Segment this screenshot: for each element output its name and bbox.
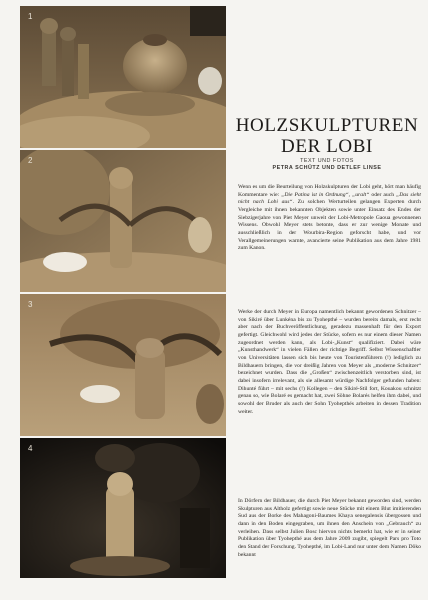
photo-2-image — [20, 150, 226, 292]
paragraph-1 — [238, 184, 421, 253]
paragraph-2: Werke der durch Meyer in Europa namentlich bekannt gewordenen Schnitzer – von Sikiré über Lunkéna bis zu Tyohepthé – wurden bereits damals, erst recht aber nach der Buchveröffentlichung, geradezu massenhaft für den Export gefertigt. Gleichwohl wird jedes der Stücke, sofern es nur einem dieser Namen zugeordnet werden kann, als Lobi-„Kunst“ qualifiziert. Dabei wäre „Kunsthandwerk“ in vielen Fällen der richtige Begriff. Selbst Wissenschaftler von Universitäten lassen sich bis heute von Touristenführern (!) lediglich zu Bildhauern bringen, die vor dreißig Jahren von Meyer als „moderne Schnitzer“ bezeichnet wurden. Dass die „Großen“ zwischenzeitlich verstorben sind, ist dabei insofern irrelevant, als sie allesamt würdige Nachfolger gefunden haben: Dihunté führt – mit sechs (!) Kollegen – den Sikiré-Stil fort, Kouakou schnitzt genau so, wie Bolaré es gemacht hat, zwei Söhne Bolarés helfen ihm dabei, und sowohl der Bruder als auch der Sohn Tyohepthés arbeiten in dessen Tradition weiter. — [238, 309, 421, 415]
paragraph-1-text-b: , — [348, 191, 353, 198]
photo-1-image — [20, 6, 226, 148]
paragraph-1-quote-2: „uralt“ — [352, 191, 370, 198]
photo-3 — [20, 294, 226, 436]
photo-4-number: 4 — [28, 444, 33, 453]
paragraph-1-quote-1: „Die Patina ist in Ordnung“ — [281, 191, 349, 198]
article-title — [232, 115, 422, 157]
photo-4 — [20, 438, 226, 578]
title-line-1: HOLZSKULPTUREN — [235, 115, 419, 136]
paragraph-1-text-a: Wenn es um die Beurteilung von Holzskulpturen der Lobi geht, hört man häufig Kommentare wie: — [238, 184, 421, 198]
photo-3-image — [20, 294, 226, 436]
credits-line-2: PETRA SCHÜTZ UND DETLEF LINSE — [272, 165, 382, 171]
paragraph-3: In Dörfern der Bildhauer, die durch Piet Meyer bekannt geworden sind, werden Skulpturen aus Altholz gefertigt sowie neue Stücke mit einem Blut imitierenden Sud aus der Borke des Mahagoni-Baumes Khaya senegalensis übergossen und dann in den Boden eingegraben, um ihnen den Anschein von „Gebrauch“ zu verleihen. Dass selbst Julien Bosc hiervon nichts bemerkt hat, wie er in seiner Publikation über Tyohepthé aus dem Jahre 2009 zugibt, spiegelt Pars pro Toto den Stand der Forschung. Tyohepthé, im Lobi-Land nur unter dem Namen Dôko bekannt — [238, 498, 421, 558]
photo-3-number: 3 — [28, 300, 33, 309]
paragraph-1-text-d: . Zu solchen Werturteilen gelangen Experten durch Vergleiche mit ihnen bekannten Objekten sowie unter Einsatz des Endes der Siebzigerjahre von Piet Meyer unweit der Lobi-Metropole Gaoua gewonnenen Wissens. Obwohl Meyer stets betonte, dass er zur wenige Monate und ausschließlich in der Wourbira-Region geforscht habe, und vor Verallgemeinerungen warnte, avancierte seine Publikation aus dem Jahre 1981 zum Kanon. — [238, 199, 422, 252]
paragraph-1-text-c: oder auch — [369, 191, 397, 198]
photo-4-image — [20, 438, 226, 578]
photo-2 — [20, 150, 226, 292]
paragraph-1-quote-3: „Das sieht nicht nach Lobi aus“ — [238, 191, 421, 206]
title-line-2: DER LOBI — [281, 136, 373, 157]
photo-1 — [20, 6, 226, 148]
photo-1-number: 1 — [28, 12, 33, 21]
credits-line-1: TEXT UND FOTOS — [300, 158, 354, 164]
article-credits — [232, 158, 422, 172]
photo-2-number: 2 — [28, 156, 33, 165]
